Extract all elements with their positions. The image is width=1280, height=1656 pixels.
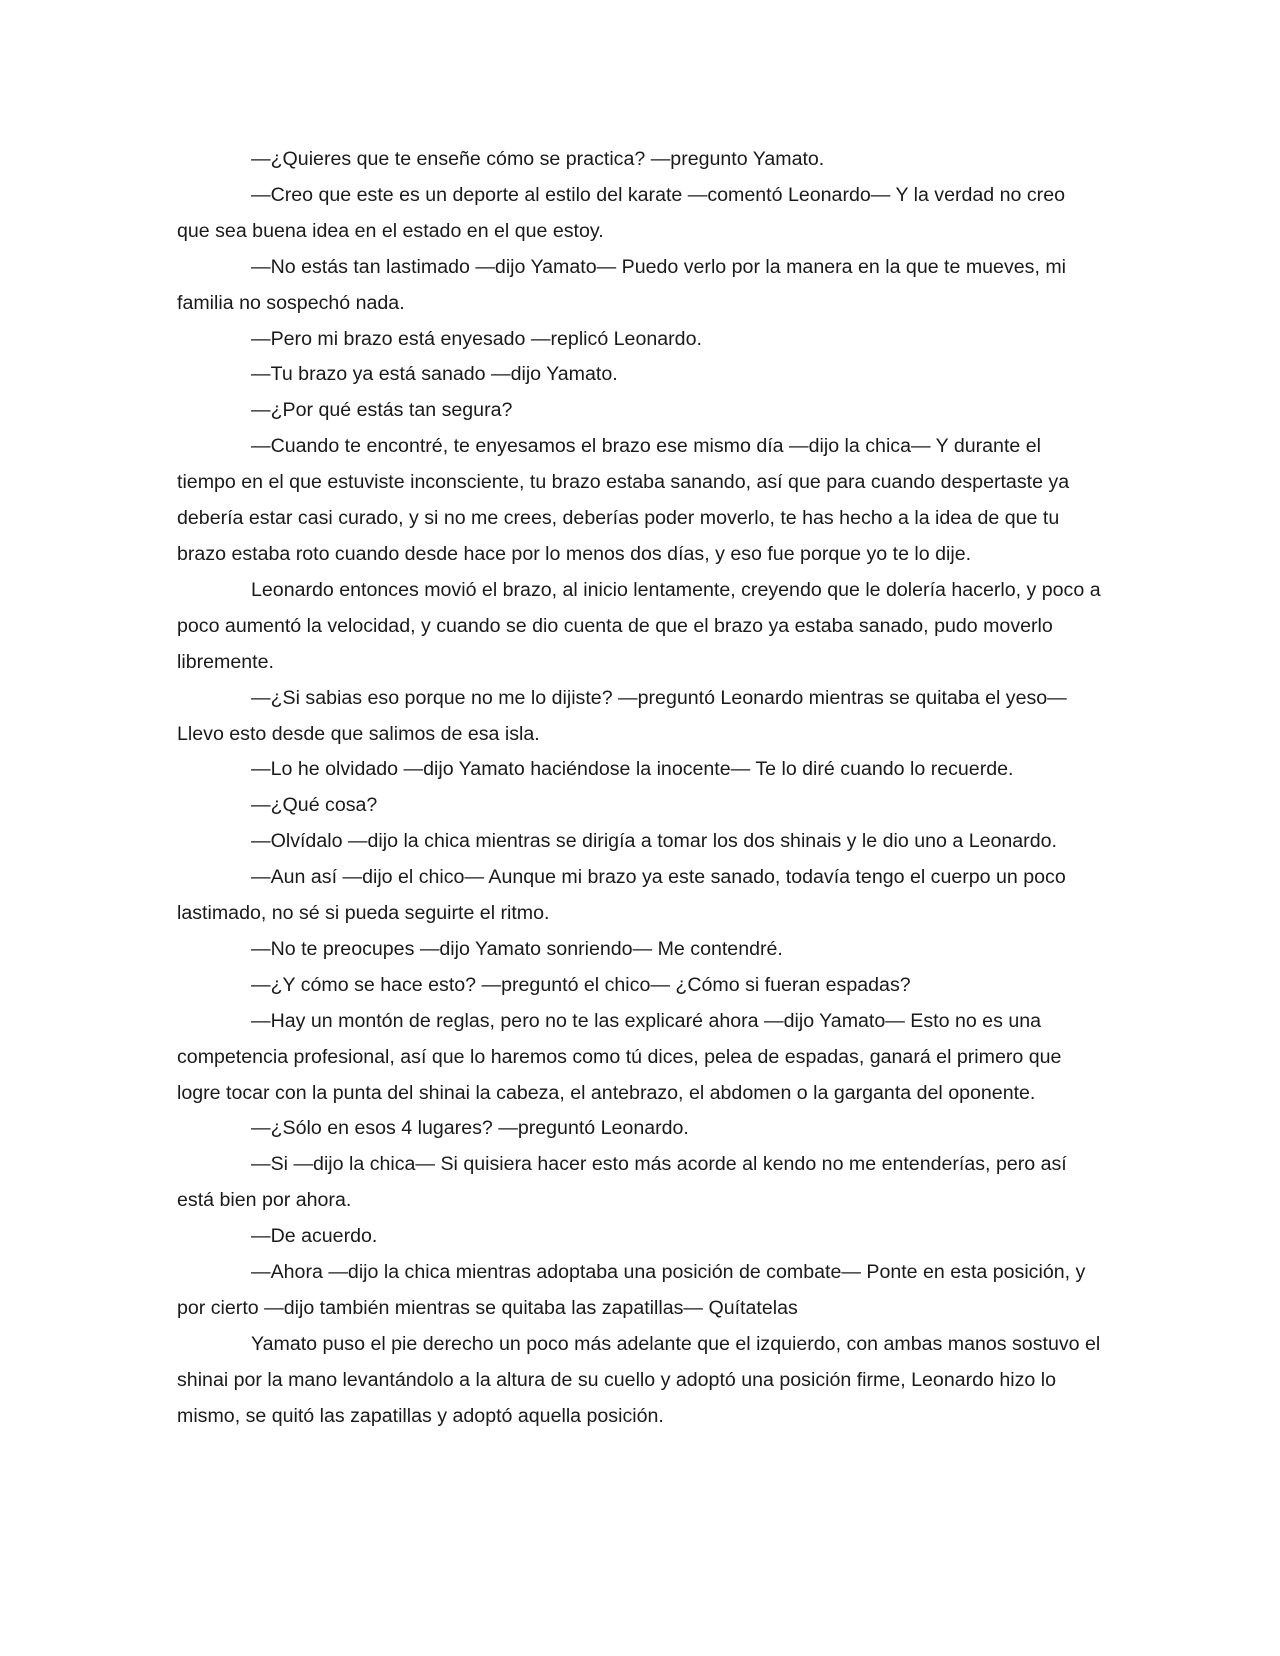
paragraph: —Olvídalo —dijo la chica mientras se dirigía a tomar los dos shinais y le dio uno a Leonardo.: [251, 830, 1057, 853]
paragraph: —¿Y cómo se hace esto? —preguntó el chico— ¿Cómo si fueran espadas?: [251, 973, 911, 996]
paragraph: —¿Qué cosa?: [251, 794, 378, 817]
paragraph: —Tu brazo ya está sanado —dijo Yamato.: [251, 363, 618, 386]
paragraph: —¿Quieres que te enseñe cómo se practica? —pregunto Yamato.: [251, 148, 825, 170]
paragraph: —Ahora —dijo la chica mientras adoptaba una posición de combate— Ponte en esta posición, y por cierto —dijo también mientras se quitaba las zapatillas— Quítatelas: [177, 1261, 1086, 1319]
paragraph: —Hay un montón de reglas, pero no te las explicaré ahora —dijo Yamato— Esto no es una competencia profesional, así que lo haremos como tú dices, pelea de espadas, ganará el primero que logre tocar con la punta del shinai la cabeza, el antebrazo, el abdomen o la garganta del oponente.: [177, 1009, 1062, 1104]
paragraph: —¿Si sabias eso porque no me lo dijiste? —preguntó Leonardo mientras se quitaba el yeso— Llevo esto desde que salimos de esa isla.: [177, 686, 1067, 745]
paragraph: Leonardo entonces movió el brazo, al inicio lentamente, creyendo que le dolería hacerlo, y poco a poco aumentó la velocidad, y cuando se dio cuenta de que el brazo ya estaba sanado, pudo moverlo libremente.: [177, 578, 1101, 673]
body-text: [177, 142, 1102, 1435]
paragraph: —¿Por qué estás tan segura?: [251, 399, 513, 422]
paragraph: —Si —dijo la chica— Si quisiera hacer esto más acorde al kendo no me entenderías, pero así está bien por ahora.: [177, 1153, 1067, 1212]
paragraph: —Creo que este es un deporte al estilo del karate —comentó Leonardo— Y la verdad no creo que sea buena idea en el estado en el que estoy.: [177, 183, 1066, 242]
paragraph: —No te preocupes —dijo Yamato sonriendo— Me contendré.: [251, 937, 783, 960]
paragraph: —Cuando te encontré, te enyesamos el brazo ese mismo día —dijo la chica— Y durante el tiempo en el que estuviste inconsciente, tu brazo estaba sanando, así que para cuando despertaste ya debería estar casi curado, y si no me crees, deberías poder moverlo, te has hecho a la idea de que tu brazo estaba roto cuando desde hace por lo menos dos días, y eso fue porque yo te lo dije.: [177, 435, 1070, 565]
paragraph: —Aun así —dijo el chico— Aunque mi brazo ya este sanado, todavía tengo el cuerpo un poco lastimado, no sé si pueda seguirte el ritmo.: [177, 866, 1066, 925]
paragraph: —No estás tan lastimado —dijo Yamato— Puedo verlo por la manera en la que te mueves, mi familia no sospechó nada.: [177, 255, 1067, 314]
paragraph: —Lo he olvidado —dijo Yamato haciéndose la inocente— Te lo diré cuando lo recuerde.: [251, 758, 1014, 781]
paragraph: Yamato puso el pie derecho un poco más adelante que el izquierdo, con ambas manos sostuvo el shinai por la mano levantándolo a la altura de su cuello y adoptó una posición firme, Leonardo hizo lo mismo, se quitó las zapatillas y adoptó aquella posición.: [177, 1332, 1101, 1427]
paragraph: —¿Sólo en esos 4 lugares? —preguntó Leonardo.: [251, 1117, 689, 1140]
paragraph: —Pero mi brazo está enyesado —replicó Leonardo.: [251, 327, 702, 350]
paragraph: —De acuerdo.: [251, 1225, 378, 1248]
